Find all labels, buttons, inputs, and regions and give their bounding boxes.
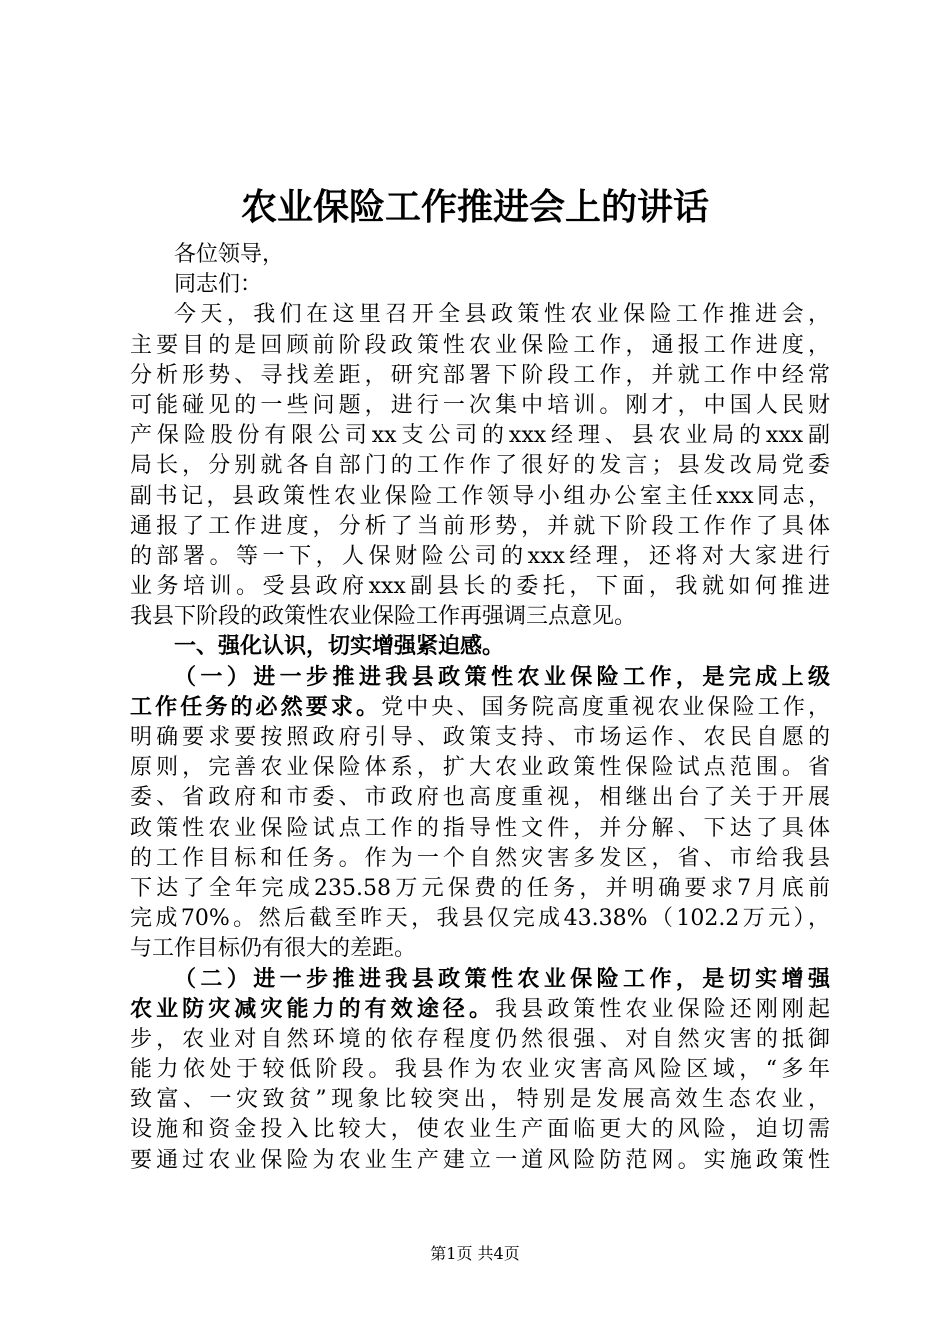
paragraph-line: 的工作目标和任务。作为一个自然灾害多发区，省、市给我县	[130, 845, 830, 871]
salutation-leaders: 各位领导，	[174, 242, 285, 267]
paragraph-line: 通报了工作进度，分析了当前形势，并就下阶段工作作了具体	[130, 513, 830, 539]
paragraph-line: 主要目的是回顾前阶段政策性农业保险工作，通报工作进度，	[130, 332, 830, 358]
salutation-comrades: 同志们：	[174, 272, 263, 298]
subsection-heading-1: （一）进一步推进我县政策性农业保险工作，是完成上级	[174, 664, 830, 690]
paragraph-line: 要通过农业保险为农业生产建立一道风险防范网。实施政策性	[130, 1147, 830, 1173]
subsection-heading-1-cont: 工作任务的必然要求。	[130, 694, 382, 720]
paragraph-line: 产保险股份有限公司xx支公司的xxx经理、县农业局的xxx副	[130, 423, 830, 449]
paragraph-line: 下达了全年完成235.58万元保费的任务，并明确要求7月底前	[130, 875, 830, 901]
subsection-2-text: 我县政策性农业保险还刚刚起	[495, 996, 830, 1022]
paragraph-line: 明确要求要按照政府引导、政策支持、市场运作、农民自愿的	[130, 725, 830, 750]
paragraph-line: 副书记，县政策性农业保险工作领导小组办公室主任xxx同志，	[130, 483, 830, 509]
subsection-2-line	[130, 995, 830, 1025]
document-body	[130, 240, 830, 1176]
page-number: 第1页 共4页	[430, 1244, 520, 1263]
paragraph-line: 能力依处于较低阶段。我县作为农业灾害高风险区域，“多年	[130, 1057, 830, 1083]
paragraph-line: 完成70%。然后截至昨天，我县仅完成43.38%（102.2万元），	[130, 906, 830, 932]
paragraph-line: 局长，分别就各自部门的工作作了很好的发言；县发改局党委	[130, 453, 830, 479]
paragraph-line: 我县下阶段的政策性农业保险工作再强调三点意见。	[130, 604, 637, 630]
paragraph-line: 步，农业对自然环境的依存程度仍然很强、对自然灾害的抵御	[130, 1026, 830, 1052]
paragraph-line: 分析形势、寻找差距，研究部署下阶段工作，并就工作中经常	[130, 362, 830, 388]
paragraph-line: 的部署。等一下，人保财险公司的xxx经理，还将对大家进行	[130, 543, 830, 569]
paragraph-line: 今天，我们在这里召开全县政策性农业保险工作推进会，	[174, 302, 830, 328]
subsection-heading-2: （二）进一步推进我县政策性农业保险工作，是切实增强	[174, 966, 830, 992]
section-heading-1: 一、强化认识，切实增强紧迫感。	[174, 634, 505, 660]
paragraph-line: 致富、一灾致贫”现象比较突出，特别是发展高效生态农业，	[130, 1087, 830, 1113]
paragraph-line: 委、省政府和市委、市政府也高度重视，相继出台了关于开展	[130, 785, 830, 811]
document-title: 农业保险工作推进会上的讲话	[240, 187, 709, 228]
paragraph-line: 政策性农业保险试点工作的指导性文件，并分解、下达了具体	[130, 815, 830, 841]
paragraph-line: 设施和资金投入比较大，使农业生产面临更大的风险，迫切需	[130, 1117, 830, 1143]
subsection-1-text: 党中央、国务院高度重视农业保险工作，	[381, 694, 830, 720]
paragraph-line: 业务培训。受县政府xxx副县长的委托，下面，我就如何推进	[130, 574, 830, 600]
paragraph-line: 与工作目标仍有很大的差距。	[130, 936, 417, 962]
paragraph-line: 可能碰见的一些问题，进行一次集中培训。刚才，中国人民财	[130, 392, 830, 418]
subsection-1-line	[130, 693, 830, 723]
paragraph-line: 原则，完善农业保险体系，扩大农业政策性保险试点范围。省	[130, 755, 830, 781]
subsection-heading-2-cont: 农业防灾减灾能力的有效途径。	[130, 996, 496, 1022]
